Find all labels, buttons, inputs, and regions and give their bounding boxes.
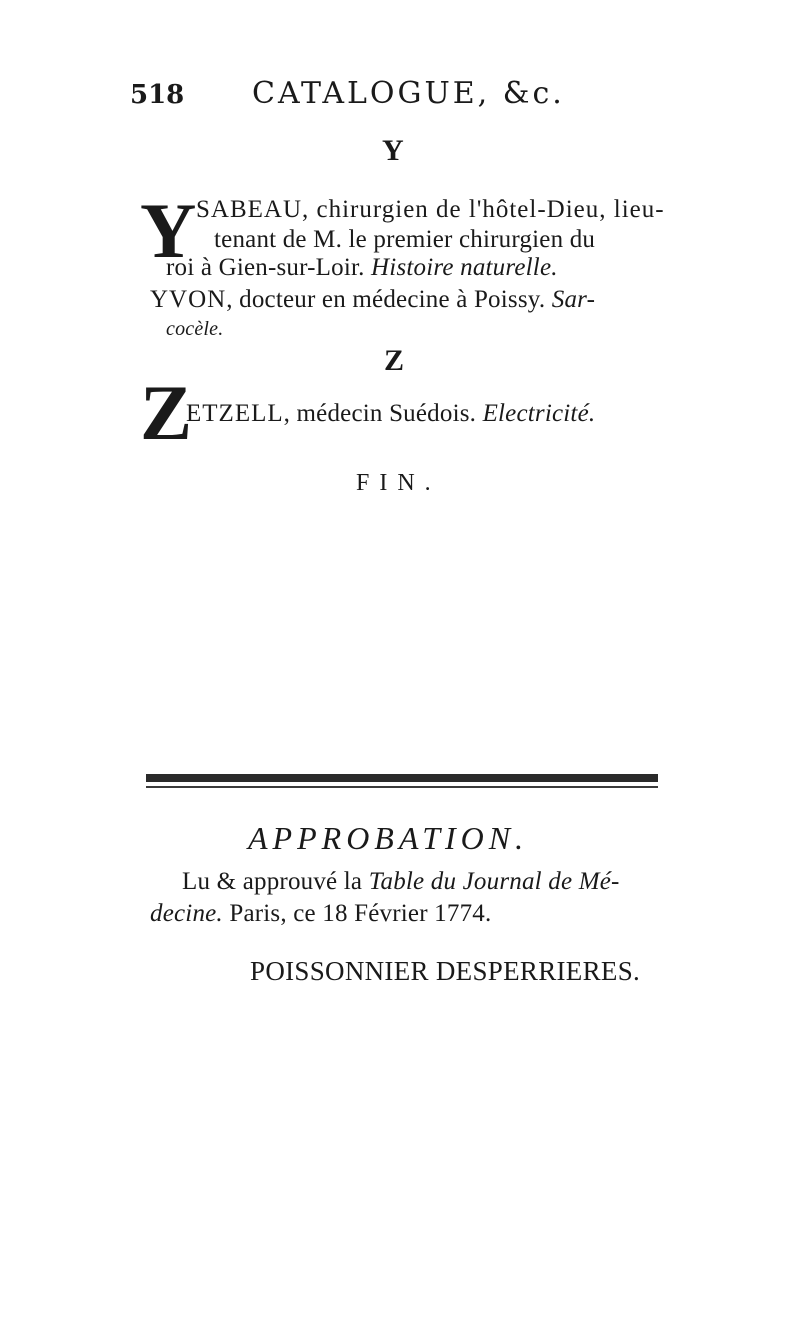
entry-yvon-name: YVON bbox=[150, 286, 227, 313]
fin-marker: FIN. bbox=[356, 470, 441, 496]
divider-rule-thick bbox=[146, 774, 658, 782]
entry-zetzell-text: , médecin Suédois. bbox=[283, 400, 477, 427]
page-number: 518 bbox=[130, 80, 185, 110]
entry-zetzell-line1 bbox=[186, 400, 595, 428]
running-title: CATALOGUE, &c. bbox=[252, 76, 565, 111]
approbation-line1-title: Table du Journal de Mé- bbox=[368, 868, 620, 895]
approbation-title: APPROBATION. bbox=[248, 820, 529, 856]
entry-yvon-text: , docteur en médecine à Poissy. bbox=[226, 286, 546, 313]
entry-ysabeau-subject: Histoire naturelle. bbox=[371, 254, 558, 281]
divider-rule-thin bbox=[146, 786, 658, 788]
section-heading-y: Y bbox=[382, 134, 404, 167]
entry-yvon-subject-part1: Sar- bbox=[551, 286, 596, 313]
approbation-line2-text: Paris, ce 18 Février 1774. bbox=[229, 900, 492, 927]
entry-ysabeau-line3-text: roi à Gien-sur-Loir. bbox=[166, 254, 365, 281]
entry-yvon-line1 bbox=[150, 286, 595, 314]
entry-ysabeau-line1: SABEAU, chirurgien de l'hôtel-Dieu, lieu- bbox=[196, 196, 665, 223]
entry-zetzell-name: ETZELL bbox=[186, 400, 284, 427]
drop-cap-z: Z bbox=[140, 369, 193, 456]
approbation-line2 bbox=[150, 900, 491, 928]
drop-cap-y: Y bbox=[140, 187, 197, 274]
approbation-signature: POISSONNIER DESPERRIERES. bbox=[250, 956, 641, 986]
entry-zetzell-subject: Electricité. bbox=[482, 400, 596, 427]
approbation-line1-text: Lu & approuvé la bbox=[182, 868, 363, 895]
section-heading-z: Z bbox=[384, 344, 405, 377]
approbation-line2-title: decine. bbox=[150, 900, 223, 927]
entry-ysabeau-line3 bbox=[166, 254, 558, 282]
approbation-line1 bbox=[182, 868, 620, 896]
entry-ysabeau-line2: tenant de M. le premier chirurgien du bbox=[214, 226, 596, 253]
entry-yvon-subject-part2: cocèle. bbox=[166, 318, 224, 340]
